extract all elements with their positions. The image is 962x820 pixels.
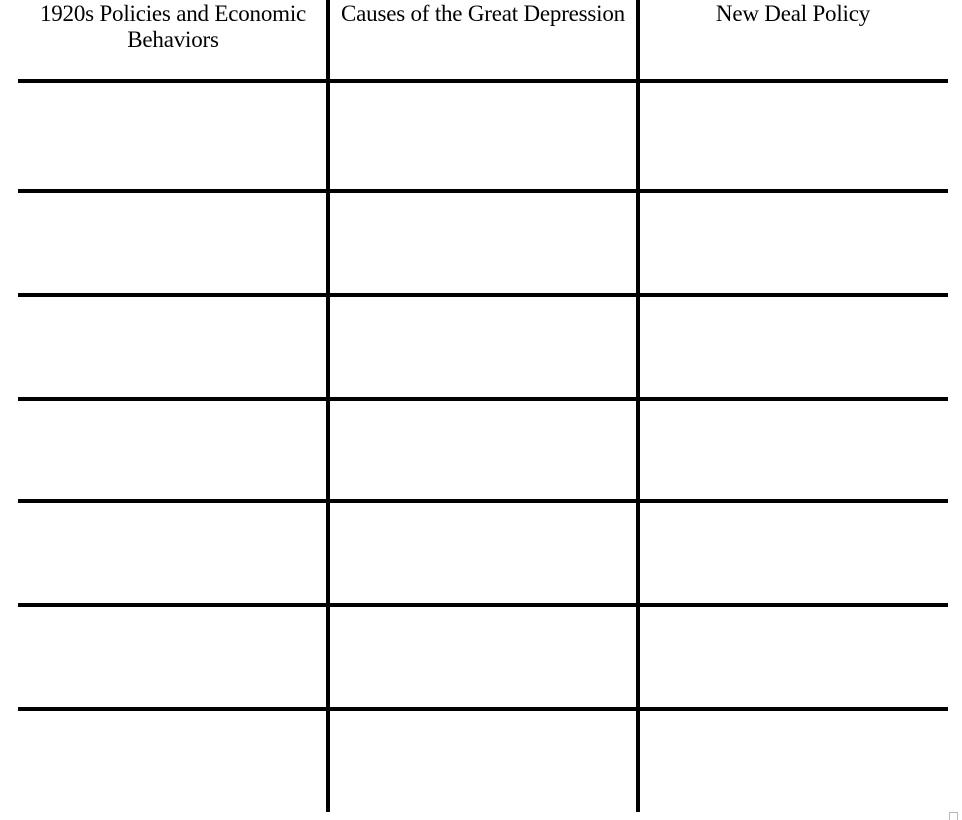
table-cell[interactable] bbox=[640, 607, 948, 707]
column-header-causes-depression: Causes of the Great Depression bbox=[341, 1, 625, 26]
column-header-new-deal-policy: New Deal Policy bbox=[715, 1, 871, 26]
table-cell[interactable] bbox=[330, 711, 636, 812]
table-cell[interactable] bbox=[18, 193, 326, 293]
table-cell[interactable] bbox=[18, 83, 326, 189]
table-cell[interactable] bbox=[640, 503, 948, 603]
table-cell[interactable] bbox=[18, 401, 326, 499]
resize-handle-icon bbox=[949, 812, 958, 820]
table-cell[interactable] bbox=[640, 297, 948, 397]
table-cell[interactable] bbox=[330, 607, 636, 707]
column-header-1920s-policies: 1920s Policies and Economic Behaviors bbox=[39, 1, 307, 52]
table-cell[interactable] bbox=[330, 297, 636, 397]
table-cell[interactable] bbox=[640, 83, 948, 189]
table-cell[interactable] bbox=[640, 193, 948, 293]
table-cell[interactable] bbox=[18, 711, 326, 812]
table-cell[interactable] bbox=[18, 297, 326, 397]
table-cell[interactable] bbox=[330, 503, 636, 603]
table-cell[interactable] bbox=[18, 607, 326, 707]
table-cell[interactable] bbox=[640, 401, 948, 499]
table-cell[interactable] bbox=[330, 401, 636, 499]
table-cell[interactable] bbox=[330, 193, 636, 293]
table-cell[interactable] bbox=[640, 711, 948, 812]
table-cell[interactable] bbox=[18, 503, 326, 603]
table-cell[interactable] bbox=[330, 83, 636, 189]
